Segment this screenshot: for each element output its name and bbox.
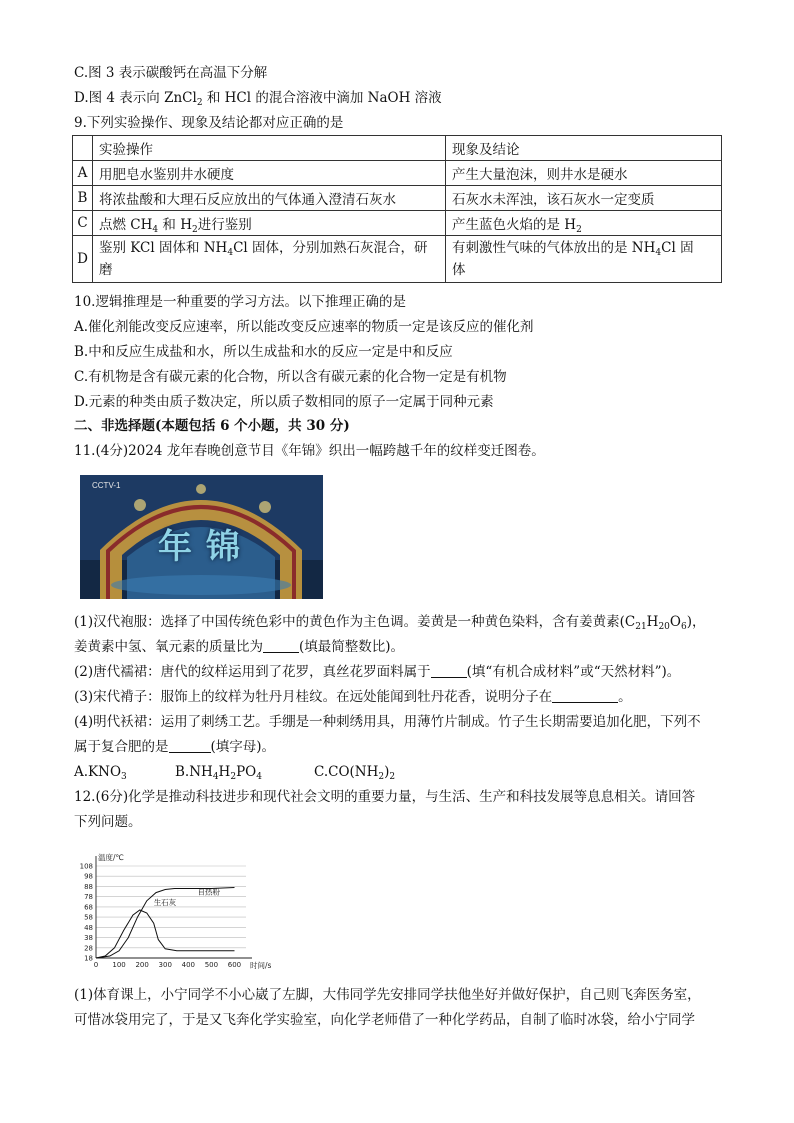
temperature-chart xyxy=(70,838,310,973)
q10-option-d: D.元素的种类由质子数决定，所以质子数相同的原子一定属于同种元素 xyxy=(74,394,494,410)
q11-part1-line1: (1)汉代袍服：选择了中国传统色彩中的黄色作为主色调。姜黄是一种黄色染料，含有姜黄素$(C_{21}H_{20}O_6)$， xyxy=(74,614,706,632)
x-tick-label: 200 xyxy=(135,961,149,969)
y-tick-label: 58 xyxy=(84,913,93,922)
q9-table xyxy=(72,135,722,283)
y-tick-label: 88 xyxy=(84,882,93,891)
y-tick-label: 28 xyxy=(84,944,93,953)
q10-option-c: C.有机物是含有碳元素的化合物，所以含有碳元素的化合物一定是有机物 xyxy=(74,369,507,385)
q10-stem: 10.逻辑推理是一种重要的学习方法。以下推理正确的是 xyxy=(74,294,406,310)
q8-option-c: C.图 3 表示碳酸钙在高温下分解 xyxy=(74,65,268,81)
stage-photo-title: 年锦 xyxy=(158,527,254,567)
x-tick-label: 600 xyxy=(227,961,242,969)
table-header-row xyxy=(73,136,722,161)
table-row: A 用肥皂水鉴别井水硬度 产生大量泡沫，则井水是硬水 xyxy=(73,161,722,186)
q11-part3: (3)宋代褙子：服饰上的纹样为牡丹月桂纹。在远处能闻到牡丹花香，说明分子在 。 xyxy=(74,689,632,705)
table-header-operation: 实验操作 xyxy=(93,136,446,161)
q11-stem: 11.(4分)2024 龙年春晚创意节目《年锦》织出一幅跨越千年的纹样变迁图卷。 xyxy=(74,443,545,459)
table-row: D 鉴别 KCl 固体和 $NH_4Cl$ 固体，分别加熟石灰混合，研 磨 有刺激性气味的气体放出的是 $NH_4Cl$ 固 体 xyxy=(73,236,722,283)
q12-stem-line2: 下列问题。 xyxy=(74,814,142,830)
q11-part4-line2: 属于复合肥的是 (填字母)。 xyxy=(74,739,276,755)
q11-part2: (2)唐代襦裙：唐代的纹样运用到了花罗，真丝花罗面料属于 (填“有机合成材料”或“天然材料”)。 xyxy=(74,664,681,680)
y-tick-label: 108 xyxy=(79,862,93,871)
x-tick-label: 500 xyxy=(204,961,219,969)
q12-part1-line2: 可惜冰袋用完了，于是又飞奔化学实验室，向化学老师借了一种化学药品，自制了临时冰袋，给小宁同学 xyxy=(74,1012,695,1028)
answer-blank[interactable] xyxy=(263,638,299,653)
q11-part1-line2: 姜黄素中氢、氧元素的质量比为 (填最简整数比)。 xyxy=(74,639,405,655)
x-tick-label: 400 xyxy=(181,961,195,969)
table-row: C 点燃 $CH_4$ 和 $H_2$进行鉴别 产生蓝色火焰的是 $H_2$ xyxy=(73,211,722,236)
y-tick-label: 78 xyxy=(84,893,93,902)
stage-photo-logo: CCTV-1 xyxy=(92,481,121,490)
q8-option-d: D.图 4 表示向 ZnCl$_2$ 和 HCl 的混合溶液中滴加 NaOH 溶液 xyxy=(74,90,442,108)
option-a: $A.KNO_3$ xyxy=(74,764,127,782)
x-axis-label: 时间/s xyxy=(250,961,272,970)
q10-option-b: B.中和反应生成盐和水，所以生成盐和水的反应一定是中和反应 xyxy=(74,344,453,360)
y-axis-label: 温度/℃ xyxy=(98,853,124,862)
y-tick-label: 38 xyxy=(84,934,93,943)
series-label: 自热粉 xyxy=(197,887,221,897)
answer-blank[interactable] xyxy=(552,688,618,703)
q12-part1-line1: (1)体育课上，小宁同学不小心崴了左脚，大伟同学先安排同学扶他坐好并做好保护，自己则飞奔医务室， xyxy=(74,987,701,1003)
y-tick-label: 68 xyxy=(84,903,93,912)
q9-stem: 9.下列实验操作、现象及结论都对应正确的是 xyxy=(74,115,344,131)
y-tick-label: 48 xyxy=(84,923,93,932)
option-b: $B.NH_4H_2PO_4$ xyxy=(175,764,262,782)
temperature-chart-svg xyxy=(70,838,310,973)
section-heading: 二、非选择题(本题包括 6 个小题，共 30 分) xyxy=(74,418,350,434)
stage-photo xyxy=(80,475,323,599)
q11-options xyxy=(74,762,395,782)
q11-part4-line1: (4)明代袄裙：运用了刺绣工艺。手绷是一种刺绣用具，用薄竹片制成。竹子生长期需要追加化肥，下列不 xyxy=(74,714,701,730)
option-c: $C.CO(NH_2)_2$ xyxy=(314,764,396,782)
table-row: B 将浓盐酸和大理石反应放出的气体通入澄清石灰水 石灰水未浑浊，该石灰水一定变质 xyxy=(73,186,722,211)
table-header-result: 现象及结论 xyxy=(446,136,722,161)
answer-blank[interactable] xyxy=(431,663,467,678)
x-tick-label: 300 xyxy=(158,961,172,969)
x-tick-label: 100 xyxy=(112,961,126,969)
q10-option-a: A.催化剂能改变反应速率，所以能改变反应速率的物质一定是该反应的催化剂 xyxy=(74,319,534,335)
y-tick-label: 18 xyxy=(84,954,93,963)
answer-blank[interactable] xyxy=(169,738,211,753)
x-tick-label: 0 xyxy=(93,961,99,969)
q12-stem-line1: 12.(6分)化学是推动科技进步和现代社会文明的重要力量，与生活、生产和科技发展等息息相关。请回答 xyxy=(74,789,696,805)
y-tick-label: 98 xyxy=(84,872,93,881)
series-label: 生石灰 xyxy=(153,897,177,907)
